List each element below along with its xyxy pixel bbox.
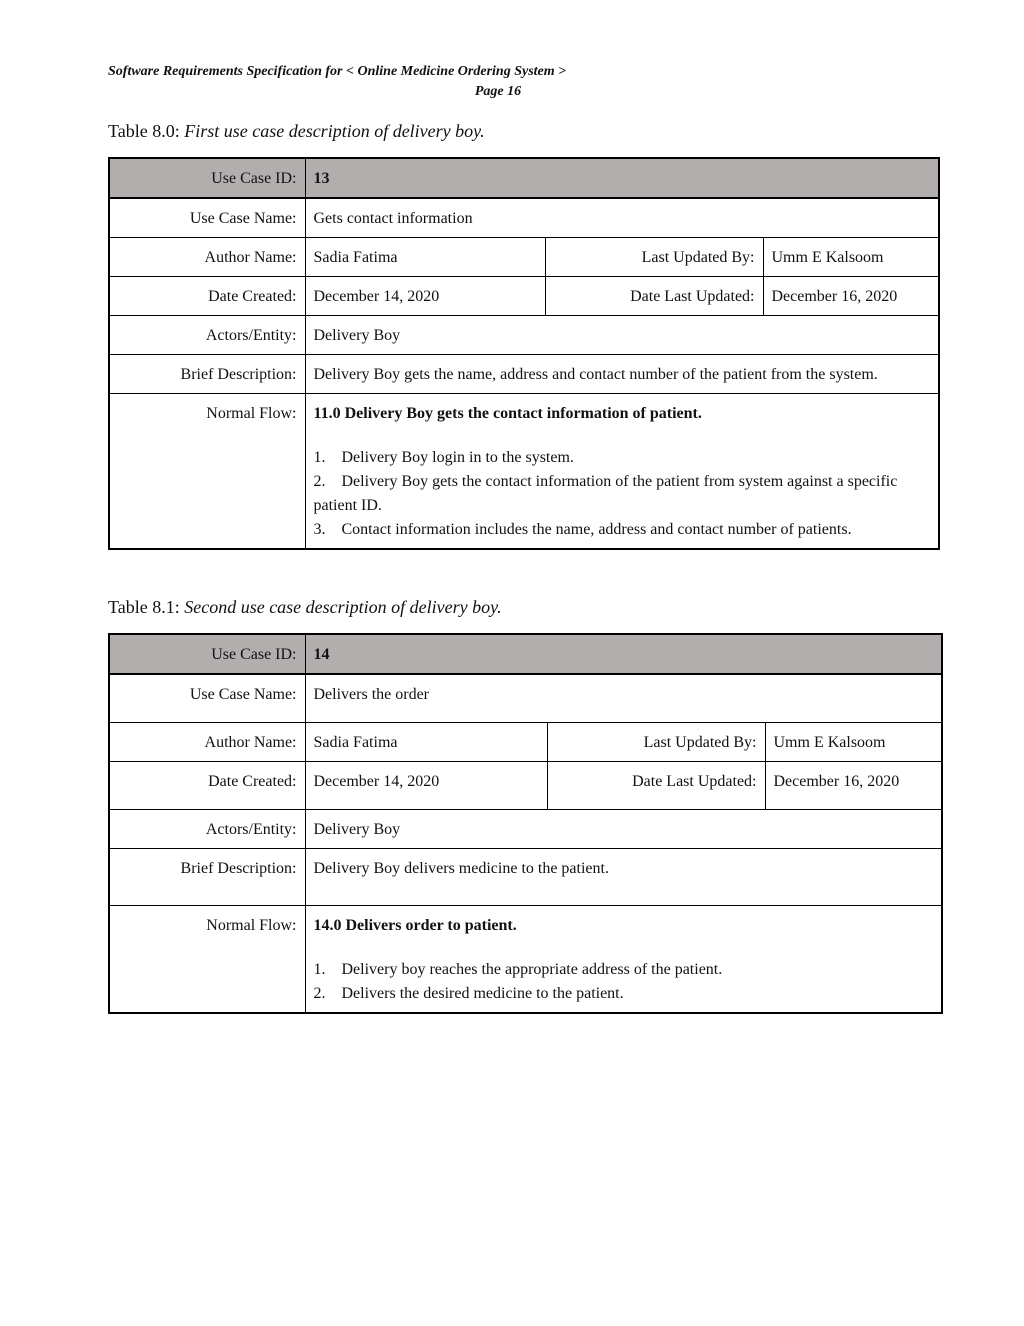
use-case-table-1 — [108, 157, 940, 550]
table-row — [109, 905, 942, 1013]
label-date-last-updated: Date Last Updated: — [547, 761, 765, 809]
use-case-name: Delivers the order — [305, 674, 942, 722]
label-actors: Actors/Entity: — [109, 316, 305, 355]
step-number: 1. — [313, 449, 326, 466]
step-text: Delivers the desired medicine to the patient. — [341, 984, 624, 1002]
label-use-case-name: Use Case Name: — [109, 198, 305, 238]
table-row — [109, 158, 939, 198]
table-row — [109, 848, 942, 905]
label-author-name: Author Name: — [109, 238, 305, 277]
actors: Delivery Boy — [305, 809, 942, 848]
page-number: Page 16 — [474, 84, 522, 99]
use-case-id: 14 — [305, 634, 942, 674]
page-header — [108, 62, 888, 102]
list-item — [314, 446, 931, 470]
label-actors: Actors/Entity: — [109, 809, 305, 848]
label-author-name: Author Name: — [109, 722, 305, 761]
last-updated-by: Umm E Kalsoom — [765, 722, 942, 761]
flow-steps — [314, 446, 931, 542]
label-brief-description: Brief Description: — [109, 848, 305, 905]
table-row — [109, 674, 942, 722]
label-date-last-updated: Date Last Updated: — [545, 277, 763, 316]
label-normal-flow: Normal Flow: — [109, 905, 305, 1013]
label-last-updated-by: Last Updated By: — [545, 238, 763, 277]
label-use-case-id: Use Case ID: — [109, 634, 305, 674]
step-text: Delivery Boy login in to the system. — [341, 449, 574, 466]
list-item — [314, 470, 931, 518]
brief-description: Delivery Boy gets the name, address and contact number of the patient from the system. — [305, 355, 939, 394]
table-row — [109, 761, 942, 809]
table-row — [109, 634, 942, 674]
flow-steps — [314, 958, 934, 1006]
header-title: Software Requirements Specification for < Online Medicine Ordering System > — [108, 64, 567, 79]
flow-heading: 11.0 Delivery Boy gets the contact information of patient. — [313, 405, 702, 422]
date-created: December 14, 2020 — [305, 277, 545, 316]
flow-heading: 14.0 Delivers order to patient. — [313, 916, 517, 934]
step-number: 2. — [313, 473, 326, 490]
list-item — [314, 982, 934, 1006]
label-use-case-name: Use Case Name: — [109, 674, 305, 722]
table-caption-1 — [108, 121, 485, 142]
step-text: Delivery Boy gets the contact information of the patient from system against a specific patient ID. — [313, 473, 898, 514]
table-row — [109, 238, 939, 277]
date-last-updated: December 16, 2020 — [765, 761, 942, 809]
date-created: December 14, 2020 — [305, 761, 547, 809]
caption-prefix: Table 8.1: — [108, 597, 185, 617]
label-date-created: Date Created: — [109, 761, 305, 809]
step-number: 3. — [313, 521, 326, 538]
label-date-created: Date Created: — [109, 277, 305, 316]
last-updated-by: Umm E Kalsoom — [763, 238, 939, 277]
caption-prefix: Table 8.0: — [108, 121, 185, 141]
list-item — [314, 518, 931, 542]
list-item — [314, 958, 934, 982]
date-last-updated: December 16, 2020 — [763, 277, 939, 316]
use-case-id: 13 — [305, 158, 939, 198]
brief-description: Delivery Boy delivers medicine to the patient. — [305, 848, 942, 905]
caption-title: First use case description of delivery boy. — [184, 121, 485, 141]
step-text: Contact information includes the name, address and contact number of patients. — [341, 521, 852, 538]
label-normal-flow: Normal Flow: — [109, 394, 305, 550]
label-brief-description: Brief Description: — [109, 355, 305, 394]
step-number: 2. — [313, 984, 326, 1002]
author-name: Sadia Fatima — [305, 238, 545, 277]
normal-flow — [305, 394, 939, 550]
actors: Delivery Boy — [305, 316, 939, 355]
use-case-table-2 — [108, 633, 943, 1014]
author-name: Sadia Fatima — [305, 722, 547, 761]
caption-title: Second use case description of delivery boy. — [184, 597, 502, 617]
label-use-case-id: Use Case ID: — [109, 158, 305, 198]
label-last-updated-by: Last Updated By: — [547, 722, 765, 761]
step-number: 1. — [313, 960, 326, 978]
table-row — [109, 316, 939, 355]
table-row — [109, 277, 939, 316]
use-case-name: Gets contact information — [305, 198, 939, 238]
table-row — [109, 394, 939, 550]
table-row — [109, 198, 939, 238]
table-row — [109, 809, 942, 848]
table-caption-2 — [108, 597, 502, 618]
step-text: Delivery boy reaches the appropriate address of the patient. — [341, 960, 723, 978]
table-row — [109, 722, 942, 761]
table-row — [109, 355, 939, 394]
normal-flow — [305, 905, 942, 1013]
